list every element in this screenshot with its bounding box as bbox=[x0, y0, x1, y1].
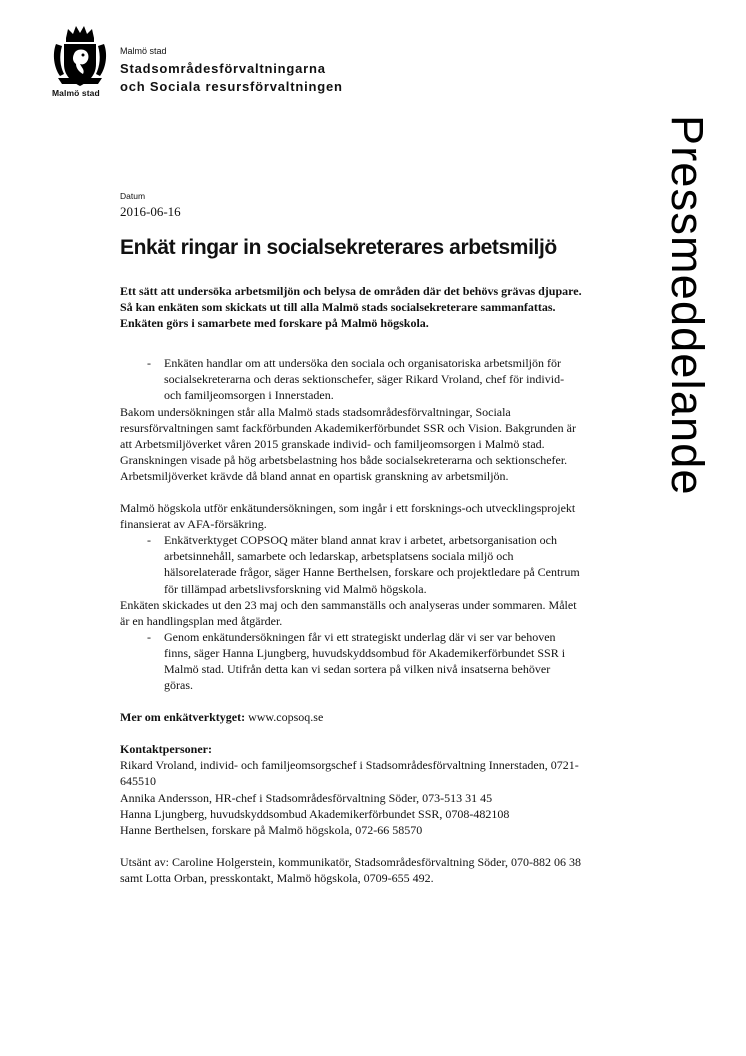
contact-line: Rikard Vroland, individ- och familjeomsorgschef i Stadsområdesförvaltning Innerstaden, 0721-645510 bbox=[120, 758, 579, 789]
body-paragraph: Malmö högskola utför enkätundersökningen, som ingår i ett forsknings-och utvecklingsprojekt finansierat av AFA-försäkring. bbox=[120, 501, 576, 532]
lead-paragraph: Ett sätt att undersöka arbetsmiljön och belysa de områden där det behövs grävas djupare. Så kan enkäten som skickats ut till alla Malmö stads socialsekreterare sammanfattas. Enkäten görs i samarbete med forskare på Malmö högskola. bbox=[120, 284, 582, 331]
organization-name-line1: Stadsområdesförvaltningarna bbox=[120, 61, 326, 76]
quote-dash: - bbox=[147, 533, 151, 548]
quote-dash: - bbox=[147, 629, 151, 644]
press-release-side-label bbox=[633, 115, 713, 555]
quote-item bbox=[120, 532, 582, 596]
article-body bbox=[120, 283, 582, 886]
body-paragraph: Enkäten skickades ut den 23 maj och den sammanställs och analyseras under sommaren. Målet är en handlingsplan med åtgärder. bbox=[120, 597, 577, 628]
quote-text: Genom enkätundersökningen får vi ett strategiskt underlag där vi ser var behoven finns, säger Hanna Ljungberg, huvudskyddsombud för Akademikerförbundet SSR i Malmö stad. Utifrån detta kan vi sedan sortera på vilken nivå insatserna behöver göras. bbox=[164, 629, 566, 693]
contacts-heading: Kontaktpersoner: bbox=[120, 742, 212, 757]
quote-text: Enkätverktyget COPSOQ mäter bland annat krav i arbetet, arbetsorganisation och arbetsinnehåll, samarbete och ledarskap, arbetsplatsens sociala miljö och hälsorelaterade frågor, säger Hanne Berthelsen, forskare och projektledare på Centrum för tillämpad arbetslivsforskning vid Malmö högskola. bbox=[164, 533, 580, 596]
copsoq-link[interactable]: www.copsoq.se bbox=[245, 710, 324, 725]
contact-line: Hanna Ljungberg, huvudskyddsombud Akademikerförbundet SSR, 0708-482108 bbox=[120, 806, 510, 821]
quote-dash: - bbox=[147, 356, 151, 371]
malmo-coat-of-arms-logo bbox=[52, 24, 108, 98]
date-label: Datum bbox=[120, 191, 146, 201]
quote-text: Enkäten handlar om att undersöka den sociala och organisatoriska arbetsmiljön för socialsekreterarna och deras sektionschefer, säger Rikard Vroland, chef för individ- och familjeomsorgen i Innerstaden. bbox=[164, 356, 565, 403]
quote-item bbox=[120, 629, 582, 693]
sent-by: Utsänt av: Caroline Holgerstein, kommunikatör, Stadsområdesförvaltning Söder, 070-882 06 38 samt Lotta Orban, presskontakt, Malmö högskola, 0709-655 492. bbox=[120, 854, 581, 885]
quote-item bbox=[120, 355, 582, 403]
press-release-side-label-text: Pressmeddelande bbox=[662, 115, 713, 496]
headline: Enkät ringar in socialsekreterares arbetsmiljö bbox=[120, 236, 557, 259]
contact-line: Hanne Berthelsen, forskare på Malmö högskola, 072-66 58570 bbox=[120, 822, 423, 837]
body-paragraph: Bakom undersökningen står alla Malmö stads stadsområdesförvaltningar, Sociala resursförvaltningen samt fackförbunden Akademikerförbundet SSR och Vision. Bakgrunden är att Arbetsmiljöverket våren 2015 granskade individ- och familjeomsorgen i Malmö stad. Granskningen visade på hög arbetsbelastning hos både socialsekreterarna och sektionschefer. Arbetsmiljöverket krävde då bland annat en opartisk granskning av arbetsmiljön. bbox=[120, 404, 576, 483]
more-info-label: Mer om enkätverktyget: bbox=[120, 710, 246, 725]
more-info bbox=[120, 709, 582, 725]
contact-line: Annika Andersson, HR-chef i Stadsområdesförvaltning Söder, 073-513 31 45 bbox=[120, 790, 493, 805]
organization-name-line2: och Sociala resursförvaltningen bbox=[120, 79, 343, 94]
date-value: 2016-06-16 bbox=[120, 204, 181, 219]
organization-name-small: Malmö stad bbox=[120, 46, 167, 56]
logo-caption: Malmö stad bbox=[52, 88, 100, 98]
